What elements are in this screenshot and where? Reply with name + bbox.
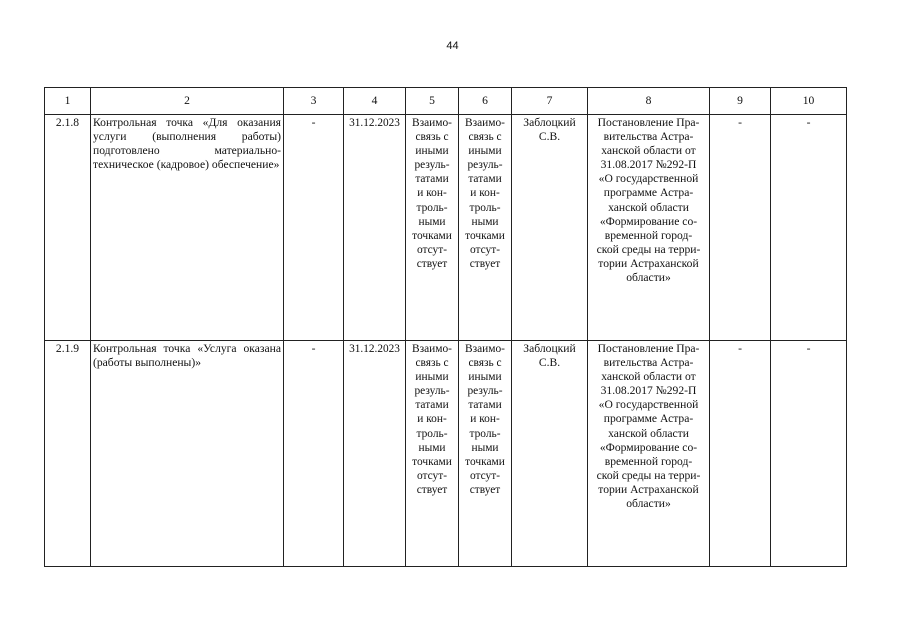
relationship-text: Взаимо- связь с иными резуль- татами и кон- троль- ными точками отсут- ствует — [412, 117, 452, 270]
header-cell: 5 — [406, 88, 459, 115]
relationship-cell — [459, 115, 512, 341]
relationship-cell — [406, 115, 459, 341]
responsible-person: Заблоцкий С.В. — [523, 116, 576, 144]
relationship-text: Взаимо- связь с иными резуль- татами и кон- троль- ными точками отсут- ствует — [412, 343, 452, 496]
column-10-value: - — [771, 341, 847, 567]
control-point-name: Контрольная точка «Для оказания услуги (выполнения работы) подготовлено материально-техническое (кадровое) обеспечение» — [91, 115, 284, 341]
relationship-text: Взаимо- связь с иными резуль- татами и кон- троль- ными точками отсут- ствует — [465, 117, 505, 270]
responsible-person: Заблоцкий С.В. — [523, 342, 576, 370]
relationship-cell — [406, 341, 459, 567]
document-table — [44, 87, 847, 567]
header-cell: 7 — [512, 88, 588, 115]
relationship-text: Взаимо- связь с иными резуль- татами и кон- троль- ными точками отсут- ствует — [465, 343, 505, 496]
column-3-value: - — [284, 115, 344, 341]
column-3-value: - — [284, 341, 344, 567]
basis-cell — [588, 115, 710, 341]
table-header-row — [45, 88, 847, 115]
row-number: 2.1.8 — [45, 115, 91, 341]
header-cell: 2 — [91, 88, 284, 115]
deadline-date: 31.12.2023 — [344, 115, 406, 341]
relationship-cell — [459, 341, 512, 567]
responsible-cell — [512, 115, 588, 341]
table-row — [45, 115, 847, 341]
header-cell: 4 — [344, 88, 406, 115]
control-point-name: Контрольная точка «Услуга оказана (работы выполнены)» — [91, 341, 284, 567]
header-cell: 1 — [45, 88, 91, 115]
basis-cell — [588, 341, 710, 567]
basis-document: Постановление Пра- вительства Астра- ханской области от 31.08.2017 №292-П «О государственной программе Астра- ханской области «Формирование со- временной город- ской среды на терри- тории Астраханской области» — [596, 342, 701, 511]
deadline-date: 31.12.2023 — [344, 341, 406, 567]
header-cell: 10 — [771, 88, 847, 115]
basis-document: Постановление Пра- вительства Астра- ханской области от 31.08.2017 №292-П «О государственной программе Астра- ханской области «Формирование со- временной город- ской среды на терри- тории Астраханской области» — [596, 116, 701, 285]
header-cell: 9 — [710, 88, 771, 115]
column-9-value: - — [710, 115, 771, 341]
column-9-value: - — [710, 341, 771, 567]
column-10-value: - — [771, 115, 847, 341]
table-row — [45, 341, 847, 567]
responsible-cell — [512, 341, 588, 567]
header-cell: 8 — [588, 88, 710, 115]
row-number: 2.1.9 — [45, 341, 91, 567]
page-number: 44 — [446, 40, 459, 52]
header-cell: 3 — [284, 88, 344, 115]
header-cell: 6 — [459, 88, 512, 115]
